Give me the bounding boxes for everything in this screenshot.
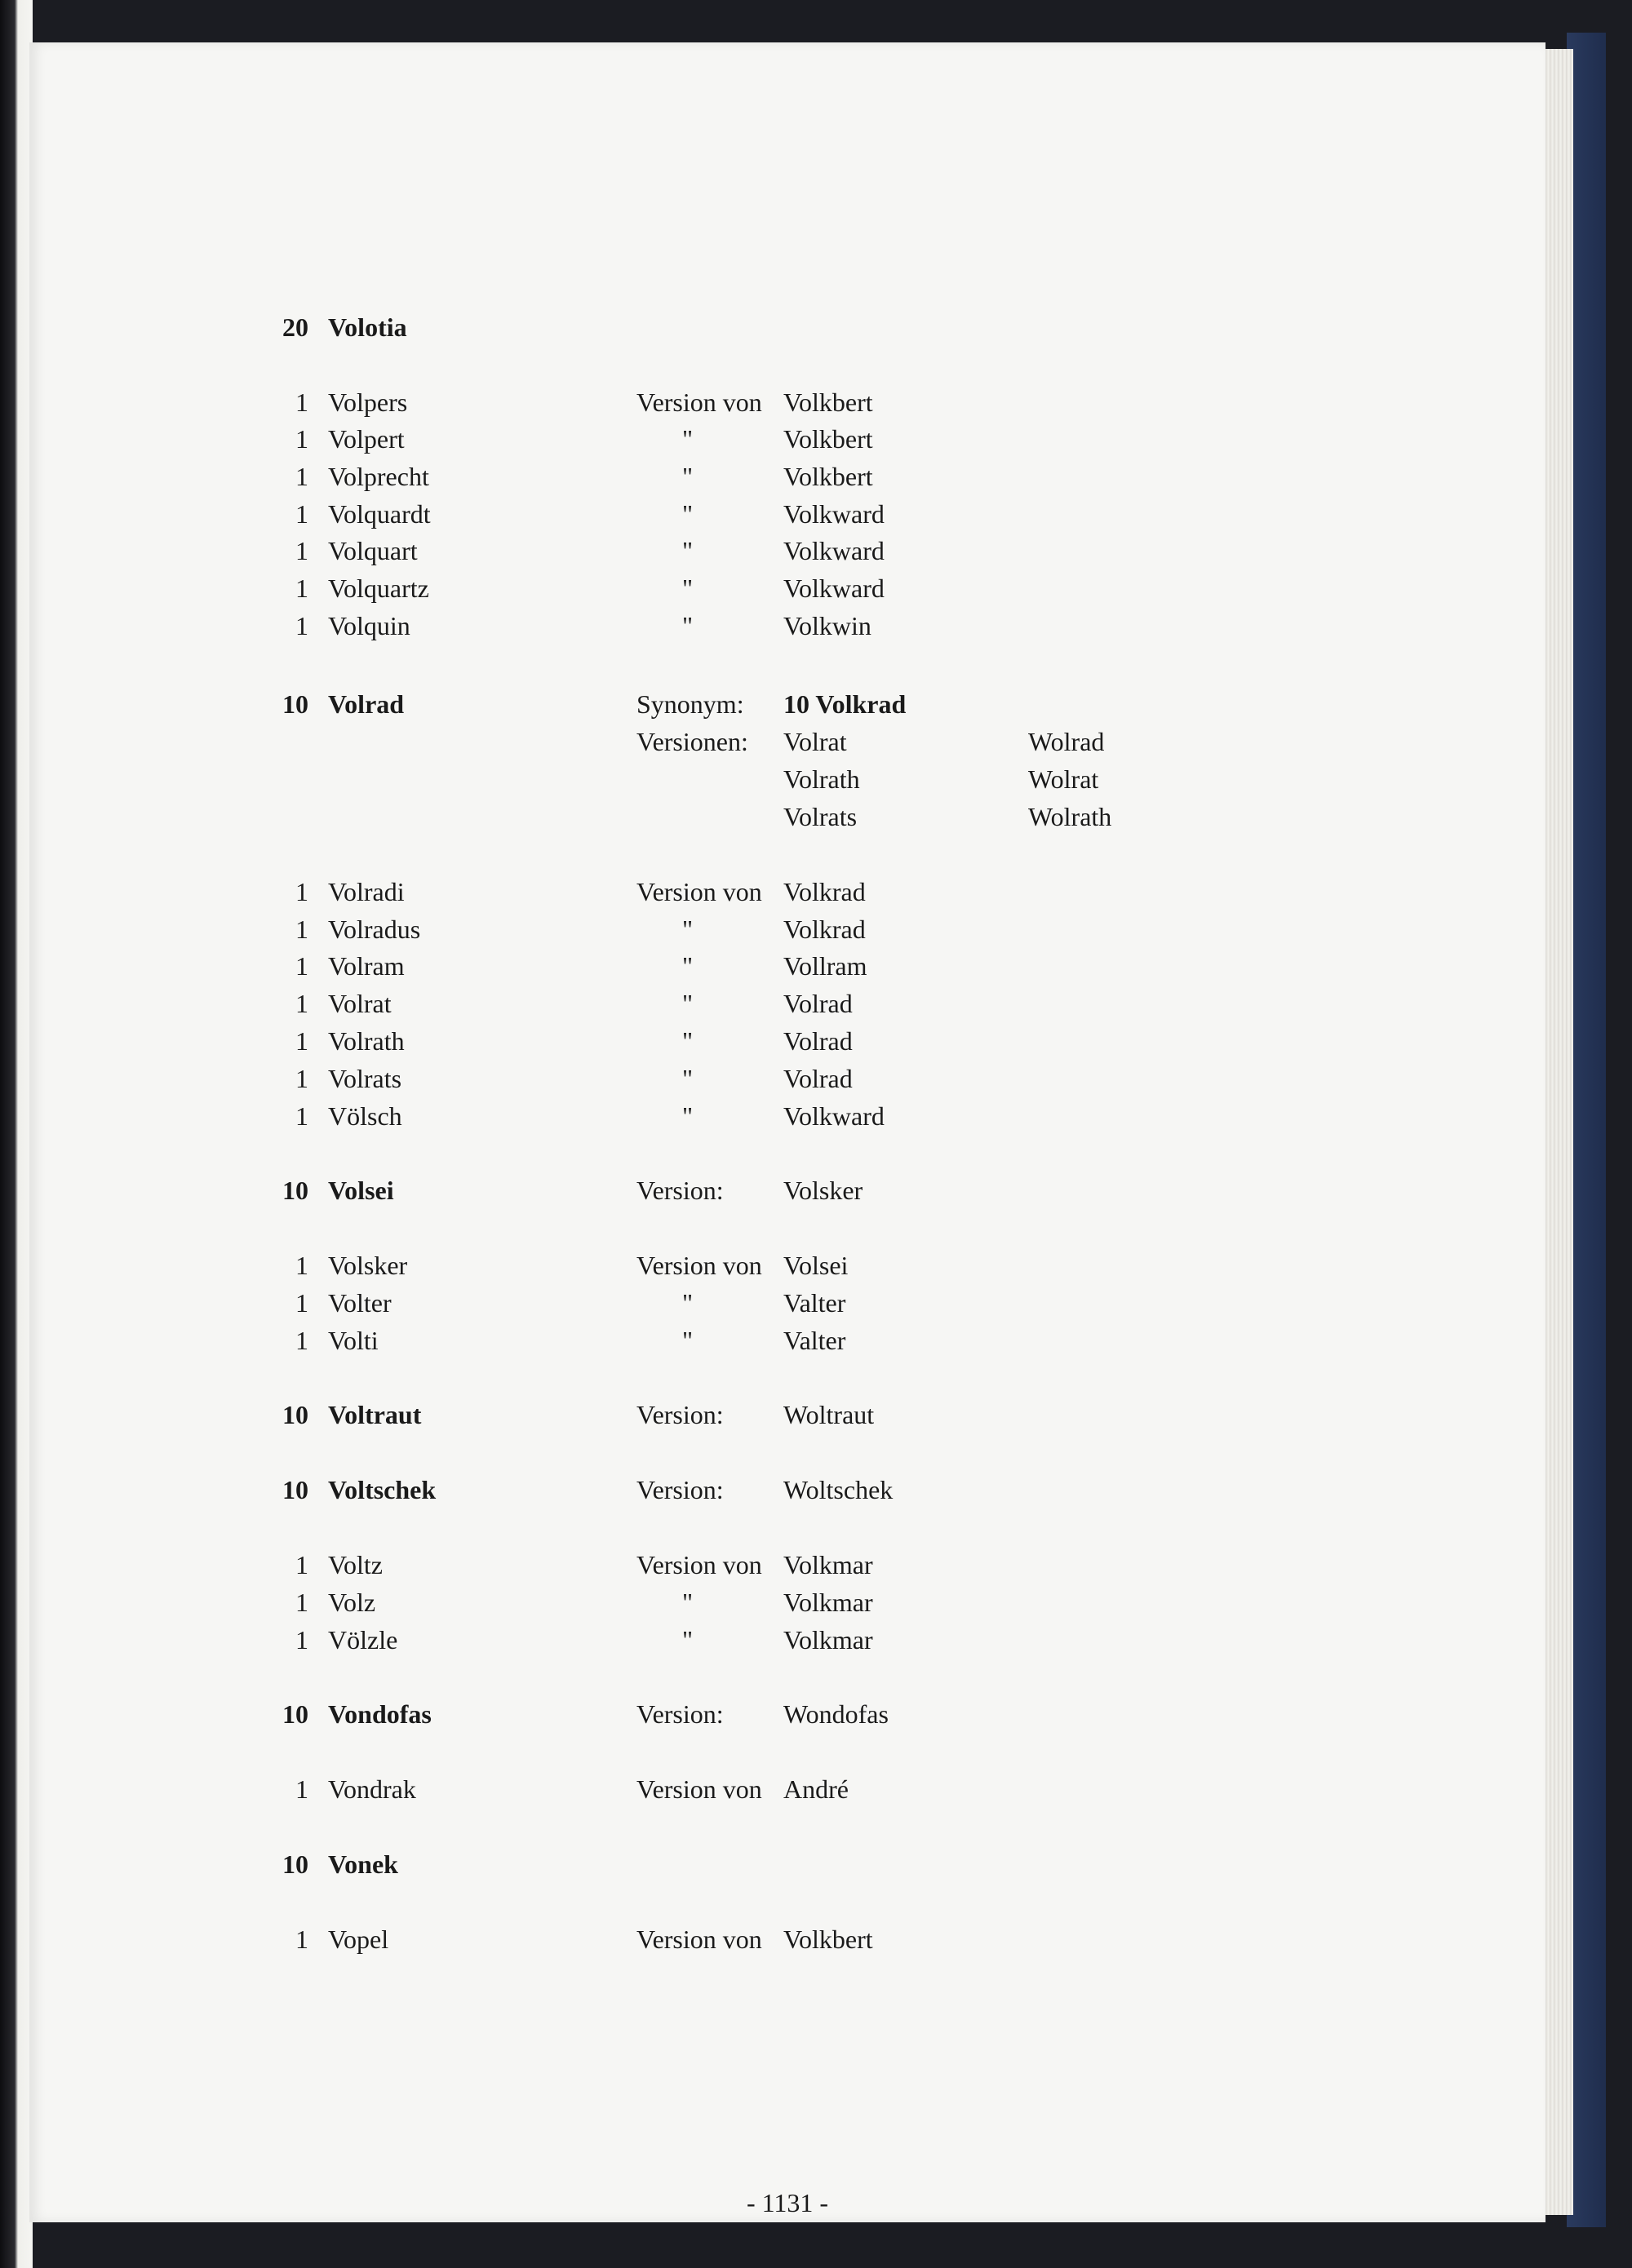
entry-name: Volquin (328, 611, 410, 640)
ditto-mark: " (682, 1625, 694, 1654)
list-item (29, 1584, 1546, 1621)
ditto-mark: " (682, 1288, 694, 1318)
entry-reference: Volsker (783, 1176, 863, 1205)
entry-frequency: 1 (295, 499, 308, 529)
list-item (29, 1097, 1546, 1135)
list-item (29, 1695, 1546, 1733)
ditto-mark: " (682, 1588, 694, 1617)
ditto-mark: " (682, 915, 694, 944)
entry-reference: Volkward (783, 499, 885, 529)
entry-reference-alt: Wolrad (1028, 727, 1105, 756)
list-item (29, 798, 1546, 835)
entry-name: Volpert (328, 424, 405, 454)
entry-reference: Volkwin (783, 611, 871, 640)
entry-reference: Woltraut (783, 1400, 875, 1429)
entry-frequency: 10 (282, 1699, 308, 1729)
ditto-mark: " (682, 1026, 694, 1056)
entry-relation-label: Versionen: (636, 727, 748, 756)
entry-name: Volrats (328, 1064, 402, 1093)
entry-relation-label: Version: (636, 1176, 724, 1205)
entry-frequency: 1 (295, 915, 308, 944)
entry-reference: Volrad (783, 1026, 853, 1056)
list-item (29, 1284, 1546, 1322)
list-item (29, 458, 1546, 495)
list-item (29, 1546, 1546, 1584)
entry-reference: Wondofas (783, 1699, 889, 1729)
entry-reference: André (783, 1774, 849, 1804)
entry-name: Volrad (328, 689, 405, 719)
entry-frequency: 1 (295, 951, 308, 981)
entry-frequency: 1 (295, 1101, 308, 1131)
list-item (29, 910, 1546, 948)
book-page (29, 42, 1546, 2222)
list-item (29, 1172, 1546, 1209)
entry-name: Volprecht (328, 462, 429, 491)
entry-reference: Volkmar (783, 1550, 873, 1579)
page-number: - 1131 - (746, 2188, 829, 2217)
ditto-mark: " (682, 574, 694, 603)
entry-relation-label: Version: (636, 1475, 724, 1504)
list-item (29, 947, 1546, 985)
entry-reference: Volkward (783, 574, 885, 603)
entry-relation-label: Synonym: (636, 689, 744, 719)
entry-name: Volter (328, 1288, 392, 1318)
entry-relation-label: Version von (636, 1925, 762, 1954)
entry-reference: Volkbert (783, 388, 873, 417)
list-item (29, 1247, 1546, 1284)
entry-frequency: 1 (295, 424, 308, 454)
entry-name: Voltz (328, 1550, 383, 1579)
entry-frequency: 1 (295, 989, 308, 1018)
list-item (29, 569, 1546, 607)
list-item (29, 1920, 1546, 1958)
entry-frequency: 1 (295, 1064, 308, 1093)
entry-frequency: 1 (295, 1925, 308, 1954)
entry-reference: Volkward (783, 1101, 885, 1131)
ditto-mark: " (682, 1101, 694, 1131)
entry-name: Volz (328, 1588, 376, 1617)
entry-name: Volsei (328, 1176, 394, 1205)
entry-reference: Volkrad (783, 915, 866, 944)
entry-frequency: 1 (295, 1625, 308, 1654)
entry-name: Volpers (328, 388, 408, 417)
entry-frequency: 20 (282, 312, 308, 342)
list-item (29, 1770, 1546, 1808)
entry-name: Vondrak (328, 1774, 416, 1804)
entry-name: Volrat (328, 989, 392, 1018)
entry-name: Volrath (328, 1026, 405, 1056)
ditto-mark: " (682, 951, 694, 981)
entry-frequency: 1 (295, 536, 308, 565)
entry-name: Volotia (328, 312, 407, 342)
entry-name: Völsch (328, 1101, 402, 1131)
entry-frequency: 1 (295, 1026, 308, 1056)
ditto-mark: " (682, 989, 694, 1018)
entry-name: Voltschek (328, 1475, 437, 1504)
list-item (29, 308, 1546, 346)
ditto-mark: " (682, 611, 694, 640)
entry-frequency: 1 (295, 1550, 308, 1579)
entry-reference: Volkbert (783, 424, 873, 454)
ditto-mark: " (682, 1326, 694, 1355)
entry-name: Volsker (328, 1251, 408, 1280)
entry-name: Voltraut (328, 1400, 422, 1429)
list-item (29, 1396, 1546, 1433)
entry-frequency: 1 (295, 1588, 308, 1617)
book-spine-left (0, 0, 33, 2268)
entry-reference: Valter (783, 1326, 846, 1355)
entry-reference: Volkward (783, 536, 885, 565)
entry-reference: Vollram (783, 951, 867, 981)
entry-reference: Volkbert (783, 462, 873, 491)
entry-frequency: 1 (295, 611, 308, 640)
list-item (29, 420, 1546, 458)
entry-reference: Volrats (783, 802, 858, 831)
entry-name: Vopel (328, 1925, 389, 1954)
entry-frequency: 1 (295, 1326, 308, 1355)
entry-name: Volquart (328, 536, 418, 565)
list-item (29, 1060, 1546, 1097)
entry-reference: Volkrad (783, 877, 866, 906)
entry-name: Volquardt (328, 499, 431, 529)
list-item (29, 383, 1546, 421)
entry-frequency: 10 (282, 1176, 308, 1205)
entry-relation-label: Version von (636, 388, 762, 417)
entry-reference: Volkbert (783, 1925, 873, 1954)
ditto-mark: " (682, 536, 694, 565)
list-item (29, 1471, 1546, 1508)
list-item (29, 985, 1546, 1022)
list-item (29, 1621, 1546, 1659)
entry-reference: Volkmar (783, 1625, 873, 1654)
entry-relation-label: Version: (636, 1699, 724, 1729)
entry-frequency: 1 (295, 574, 308, 603)
entry-reference: Volrat (783, 727, 847, 756)
list-item (29, 1022, 1546, 1060)
entry-name: Volradus (328, 915, 421, 944)
entry-name: Volti (328, 1326, 379, 1355)
entry-relation-label: Version von (636, 1774, 762, 1804)
entry-reference-alt: Wolrat (1028, 764, 1099, 794)
entry-name: Volram (328, 951, 405, 981)
entry-name: Volradi (328, 877, 405, 906)
ditto-mark: " (682, 1064, 694, 1093)
entry-reference: Volrad (783, 1064, 853, 1093)
list-item (29, 685, 1546, 723)
list-item (29, 873, 1546, 910)
entry-reference: 10 Volkrad (783, 689, 907, 719)
entry-relation-label: Version von (636, 1550, 762, 1579)
entry-reference: Valter (783, 1288, 846, 1318)
entry-frequency: 1 (295, 1251, 308, 1280)
list-item (29, 495, 1546, 533)
entry-name: Vondofas (328, 1699, 432, 1729)
ditto-mark: " (682, 424, 694, 454)
entry-name: Volquartz (328, 574, 429, 603)
entry-relation-label: Version: (636, 1400, 724, 1429)
entry-frequency: 1 (295, 462, 308, 491)
entry-reference: Volrad (783, 989, 853, 1018)
list-item (29, 1322, 1546, 1359)
entry-reference: Volrath (783, 764, 860, 794)
entry-frequency: 1 (295, 877, 308, 906)
entry-frequency: 1 (295, 1774, 308, 1804)
entry-reference: Volsei (783, 1251, 849, 1280)
entry-frequency: 10 (282, 1475, 308, 1504)
ditto-mark: " (682, 499, 694, 529)
entry-relation-label: Version von (636, 877, 762, 906)
entry-relation-label: Version von (636, 1251, 762, 1280)
entry-reference-alt: Wolrath (1028, 802, 1112, 831)
entry-name: Vonek (328, 1849, 398, 1879)
entry-frequency: 10 (282, 1849, 308, 1879)
list-item (29, 532, 1546, 569)
page-stack-edge (1542, 49, 1573, 2215)
list-item (29, 723, 1546, 760)
list-item (29, 607, 1546, 645)
entry-frequency: 10 (282, 1400, 308, 1429)
entry-frequency: 1 (295, 388, 308, 417)
entry-frequency: 10 (282, 689, 308, 719)
entry-reference: Volkmar (783, 1588, 873, 1617)
entry-reference: Woltschek (783, 1475, 894, 1504)
entry-frequency: 1 (295, 1288, 308, 1318)
list-item (29, 760, 1546, 798)
ditto-mark: " (682, 462, 694, 491)
list-item (29, 1845, 1546, 1883)
entry-name: Völzle (328, 1625, 398, 1654)
